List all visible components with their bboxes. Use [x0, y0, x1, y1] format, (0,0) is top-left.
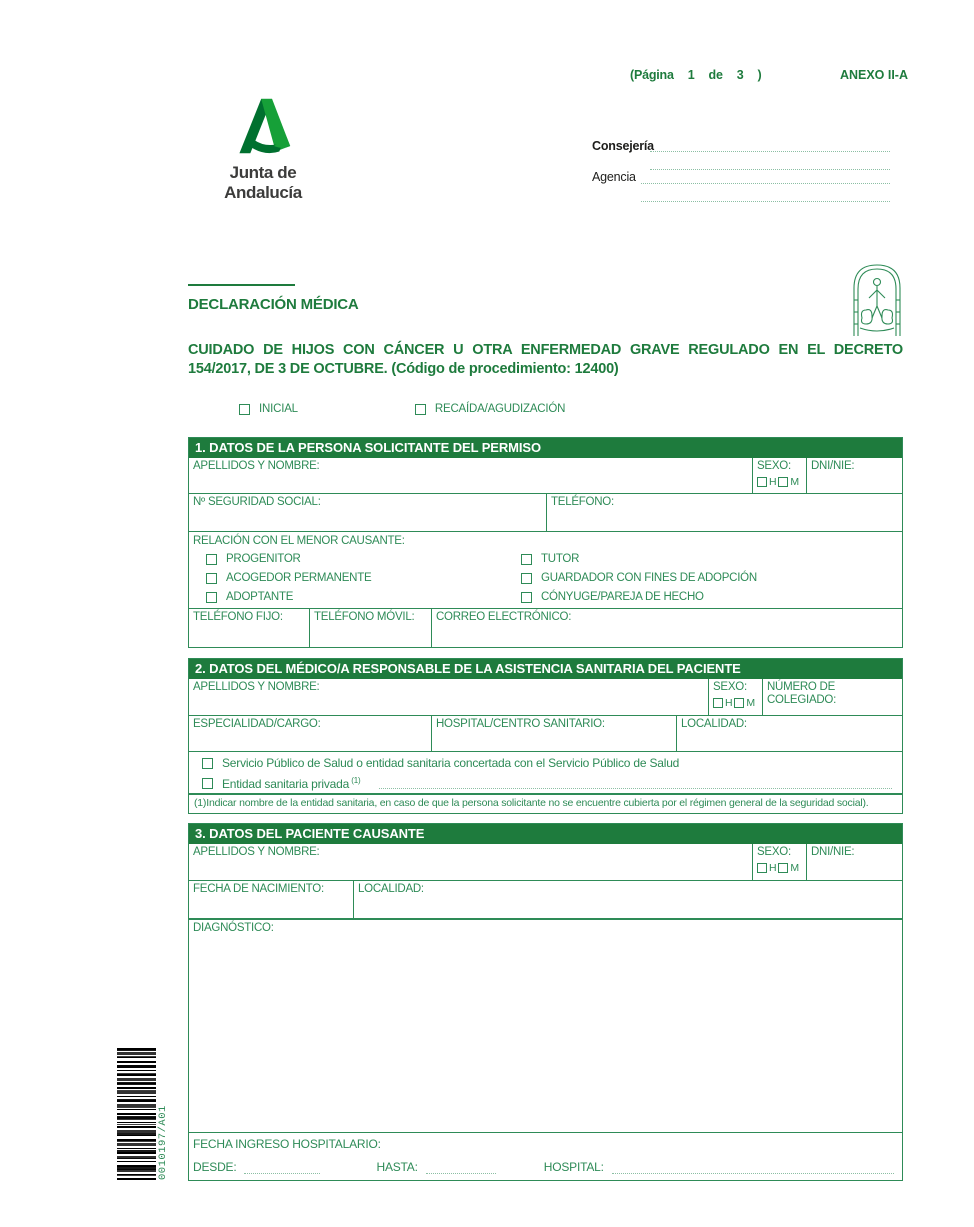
s3-fecha-ingreso-label: FECHA INGRESO HOSPITALARIO:: [193, 1136, 381, 1151]
s3-hospital-input-line[interactable]: [612, 1162, 894, 1174]
s3-localidad-label: LOCALIDAD:: [358, 882, 424, 895]
tutor-checkbox[interactable]: [521, 554, 532, 565]
declaracion-overline: [188, 284, 295, 286]
s1-dni-label: DNI/NIE:: [811, 460, 855, 472]
s3-diagnostico-field[interactable]: [189, 919, 902, 1132]
form-body: [188, 437, 903, 1181]
s2-sexo-m-label: M: [746, 697, 755, 710]
s1-apellidos-field[interactable]: [189, 458, 752, 493]
s3-sexo-m-label: M: [790, 861, 799, 874]
pagina-open: (Página: [630, 68, 674, 82]
s3-dni-field[interactable]: [806, 844, 902, 880]
s2-localidad-label: LOCALIDAD:: [681, 718, 747, 730]
s2-row-entidad: [189, 752, 902, 794]
inicial-option: [239, 403, 298, 415]
tipo-declaracion-options: [188, 403, 903, 415]
s1-correo-field[interactable]: [431, 609, 902, 647]
servicio-publico-checkbox[interactable]: [202, 758, 213, 769]
acogedor-checkbox[interactable]: [206, 573, 217, 584]
s3-desde-input-line[interactable]: [244, 1162, 320, 1174]
section-3-header: 3. DATOS DEL PACIENTE CAUSANTE: [189, 824, 902, 844]
acogedor-label: ACOGEDOR PERMANENTE: [226, 572, 372, 584]
entidad-privada-option: [189, 772, 902, 793]
s3-hasta-label: HASTA:: [376, 1159, 418, 1174]
adoptante-label: ADOPTANTE: [226, 591, 294, 603]
entidad-privada-checkbox[interactable]: [202, 778, 213, 789]
agencia-label: Agencia: [592, 170, 636, 184]
barcode-code: 0010197/A01: [157, 1105, 169, 1180]
s3-sexo-field: [752, 844, 806, 880]
section-3: [188, 823, 903, 1181]
s1-row-nss: [189, 494, 902, 532]
pagina-de: de: [708, 68, 723, 82]
s2-row-nombre: [189, 679, 902, 716]
s3-sexo-m-checkbox[interactable]: [778, 863, 788, 873]
anexo-label: ANEXO II-A: [839, 68, 908, 82]
s1-telefono-movil-label: TELÉFONO MÓVIL:: [314, 611, 415, 623]
s2-hospital-field[interactable]: [431, 716, 676, 751]
s1-apellidos-label: APELLIDOS Y NOMBRE:: [193, 460, 320, 472]
junta-logo-icon: [234, 95, 292, 159]
s1-relacion-label: RELACIÓN CON EL MENOR CAUSANTE:: [193, 535, 405, 547]
s3-row-nacimiento: [189, 881, 902, 919]
recaida-option: [415, 403, 565, 415]
s1-sexo-m-label: M: [790, 476, 799, 489]
consejeria-input-line-2[interactable]: [650, 169, 890, 170]
s1-dni-field[interactable]: [806, 458, 902, 493]
s1-row-contacto: [189, 609, 902, 647]
progenitor-option: [206, 553, 521, 565]
s1-correo-label: CORREO ELECTRÓNICO:: [436, 611, 572, 623]
s3-localidad-field[interactable]: [353, 881, 902, 918]
s2-colegiado-field[interactable]: [762, 679, 902, 715]
s1-row-nombre: [189, 458, 902, 494]
s1-sexo-label: SEXO:: [757, 460, 791, 472]
s2-row-centro: [189, 716, 902, 752]
consejeria-label: Consejería: [592, 139, 654, 153]
junta-andalucia-logo: [190, 95, 336, 203]
adoptante-checkbox[interactable]: [206, 592, 217, 603]
adoptante-option: [206, 591, 521, 603]
pagina-total: 3: [736, 68, 744, 82]
guardador-label: GUARDADOR CON FINES DE ADOPCIÓN: [541, 572, 757, 584]
s1-telefono-movil-field[interactable]: [309, 609, 431, 647]
s3-apellidos-label: APELLIDOS Y NOMBRE:: [193, 845, 320, 858]
s1-sexo-m-checkbox[interactable]: [778, 477, 788, 487]
section-1: [188, 437, 903, 648]
s2-sexo-m-checkbox[interactable]: [734, 698, 744, 708]
s2-especialidad-field[interactable]: [189, 716, 431, 751]
barcode-icon: [117, 1048, 156, 1180]
s1-telefono-label: TELÉFONO:: [551, 496, 614, 508]
s1-relacion-col-right: [521, 553, 757, 603]
s2-hospital-label: HOSPITAL/CENTRO SANITARIO:: [436, 718, 605, 730]
entidad-privada-input-line[interactable]: [379, 777, 892, 789]
acogedor-option: [206, 572, 521, 584]
section-2: [188, 658, 903, 814]
s3-sexo-h-label: H: [769, 861, 777, 874]
tutor-label: TUTOR: [541, 553, 580, 565]
conyuge-option: [521, 591, 757, 603]
s2-localidad-field[interactable]: [676, 716, 902, 751]
s3-sexo-h-checkbox[interactable]: [757, 863, 767, 873]
s3-desde-label: DESDE:: [193, 1159, 237, 1174]
section-2-header: 2. DATOS DEL MÉDICO/A RESPONSABLE DE LA ASISTENCIA SANITARIA DEL PACIENTE: [189, 659, 902, 679]
agencia-input-line-2[interactable]: [641, 201, 890, 202]
page-indicator: [630, 68, 761, 82]
s1-sexo-h-checkbox[interactable]: [757, 477, 767, 487]
s3-fecha-nacimiento-label: FECHA DE NACIMIENTO:: [193, 882, 324, 895]
inicial-label: INICIAL: [259, 403, 298, 415]
s1-telefono-field[interactable]: [546, 494, 902, 531]
s3-hospital-label: HOSPITAL:: [543, 1159, 604, 1174]
servicio-publico-label: Servicio Público de Salud o entidad sanitaria concertada con el Servicio Público de Salud: [222, 756, 680, 770]
declaracion-title: DECLARACIÓN MÉDICA: [188, 296, 359, 313]
consejeria-input-line-1[interactable]: [650, 151, 890, 152]
s3-fecha-ingreso-block: [189, 1132, 902, 1180]
s2-especialidad-label: ESPECIALIDAD/CARGO:: [193, 718, 321, 730]
s2-apellidos-label: APELLIDOS Y NOMBRE:: [193, 681, 320, 693]
section-1-header: 1. DATOS DE LA PERSONA SOLICITANTE DEL PERMISO: [189, 438, 902, 458]
agencia-input-line-1[interactable]: [641, 183, 890, 184]
inicial-checkbox[interactable]: [239, 404, 250, 415]
recaida-checkbox[interactable]: [415, 404, 426, 415]
s2-apellidos-field[interactable]: [189, 679, 708, 715]
s3-apellidos-field[interactable]: [189, 844, 752, 880]
s1-relacion-col-left: [206, 553, 521, 603]
entidad-privada-footnote-ref: (1): [351, 776, 361, 785]
progenitor-checkbox[interactable]: [206, 554, 217, 565]
progenitor-label: PROGENITOR: [226, 553, 301, 565]
s2-sexo-label: SEXO:: [713, 681, 747, 693]
s3-sexo-label: SEXO:: [757, 845, 791, 858]
s2-sexo-field: [708, 679, 762, 715]
s3-dni-label: DNI/NIE:: [811, 845, 855, 858]
s3-diagnostico-label: DIAGNÓSTICO:: [193, 921, 274, 934]
s3-fecha-nacimiento-field[interactable]: [189, 881, 353, 918]
s1-nss-label: Nº SEGURIDAD SOCIAL:: [193, 496, 321, 508]
s1-telefono-fijo-field[interactable]: [189, 609, 309, 647]
s2-colegiado-label: NÚMERO DE COLEGIADO:: [767, 681, 837, 707]
s1-sexo-h-label: H: [769, 476, 777, 489]
andalucia-coat-of-arms-icon: [851, 260, 903, 343]
guardador-checkbox[interactable]: [521, 573, 532, 584]
servicio-publico-option: [189, 752, 902, 772]
s3-row-nombre: [189, 844, 902, 881]
s3-ingreso-fields: [193, 1160, 898, 1174]
recaida-label: RECAÍDA/AGUDIZACIÓN: [434, 403, 566, 415]
form-main-title: CUIDADO DE HIJOS CON CÁNCER U OTRA ENFERMEDAD GRAVE REGULADO EN EL DECRETO 154/2017, DE 3 DE OCTUBRE. (Código de procedimiento: 12400): [188, 342, 903, 378]
s2-sexo-h-checkbox[interactable]: [713, 698, 723, 708]
s1-row-relacion: [189, 532, 902, 609]
conyuge-label: CÓNYUGE/PAREJA DE HECHO: [541, 591, 704, 603]
s1-relacion-block: [189, 532, 902, 608]
pagina-close: ): [757, 68, 762, 82]
entidad-privada-label: Entidad sanitaria privada $^{(1)}$: [222, 776, 361, 791]
s1-nss-field[interactable]: [189, 494, 546, 531]
s3-hasta-input-line[interactable]: [426, 1162, 496, 1174]
tutor-option: [521, 553, 757, 565]
section-2-footnote: (1)Indicar nombre de la entidad sanitaria, en caso de que la persona solicitante no se encuentre cubierta por el régimen general de la seguridad social).: [189, 794, 902, 813]
s1-sexo-field: [752, 458, 806, 493]
pagina-number: 1: [687, 68, 695, 82]
guardador-option: [521, 572, 757, 584]
s2-sexo-h-label: H: [725, 697, 733, 710]
s1-telefono-fijo-label: TELÉFONO FIJO:: [193, 611, 283, 623]
conyuge-checkbox[interactable]: [521, 592, 532, 603]
junta-logo-text: Junta de Andalucía: [224, 163, 302, 202]
